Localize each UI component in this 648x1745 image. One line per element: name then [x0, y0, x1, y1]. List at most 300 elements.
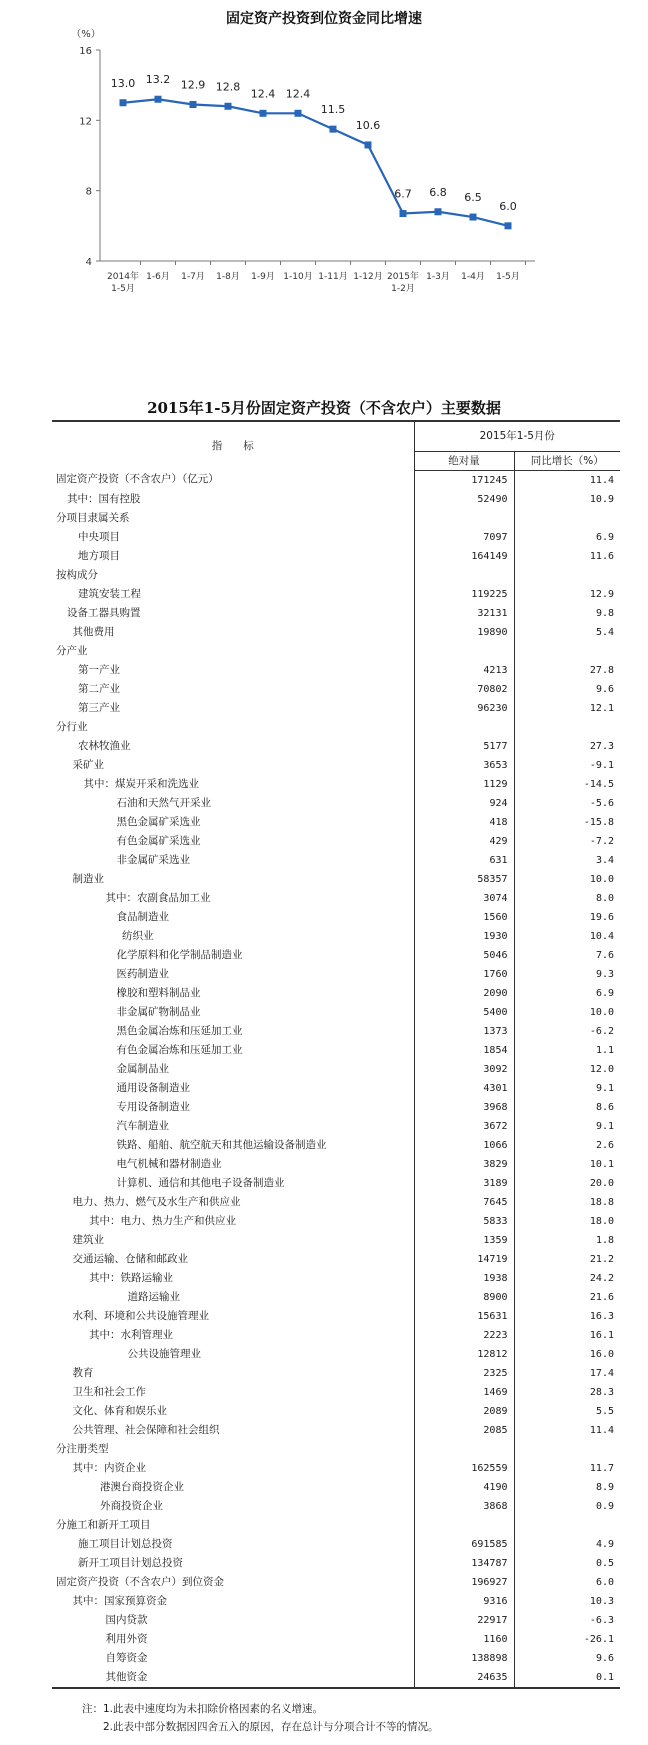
- data-point: [120, 99, 127, 106]
- row-label: 有色金属冶炼和压延加工业: [116, 1043, 243, 1056]
- x-tick-label: 1-4月: [461, 272, 485, 282]
- row-growth: 12.9: [514, 585, 620, 604]
- table-title: 2015年1-5月份固定资产投资（不含农户）主要数据: [147, 399, 501, 417]
- table-row: [52, 1326, 620, 1345]
- data-label: 6.0: [499, 199, 517, 213]
- row-label: 采矿业: [72, 758, 104, 771]
- row-growth: 27.8: [514, 661, 620, 680]
- row-growth: 9.1: [514, 1117, 620, 1136]
- y-tick-label: 8: [85, 186, 92, 198]
- row-growth: 10.1: [514, 1155, 620, 1174]
- table-row: [52, 604, 620, 623]
- table-row: [52, 1003, 620, 1022]
- row-label: 电力、热力、燃气及水生产和供应业: [72, 1195, 241, 1208]
- row-growth: -26.1: [514, 1630, 620, 1649]
- row-label: 其他资金: [52, 1668, 414, 1688]
- row-label: 食品制造业: [116, 910, 169, 923]
- row-absolute: [414, 718, 514, 737]
- x-tick-label: 1-10月: [283, 272, 313, 282]
- table-row: [52, 1250, 620, 1269]
- chart-title: 固定资产投资到位资金同比增速: [226, 11, 422, 27]
- table-row: [52, 490, 620, 509]
- row-growth: 0.5: [514, 1554, 620, 1573]
- table-row: [52, 775, 620, 794]
- row-label: 纺织业: [122, 929, 154, 942]
- table-row: [52, 1611, 620, 1630]
- table-row: [52, 1193, 620, 1212]
- row-label: 汽车制造业: [116, 1119, 169, 1132]
- data-point: [295, 110, 302, 117]
- table-row: [52, 699, 620, 718]
- data-point: [155, 96, 162, 103]
- table-row: [52, 965, 620, 984]
- table-row: [52, 566, 620, 585]
- row-growth: -15.8: [514, 813, 620, 832]
- row-growth: 20.0: [514, 1174, 620, 1193]
- y-tick-label: 12: [79, 116, 92, 128]
- row-growth: [514, 1440, 620, 1459]
- row-label: 石油和天然气开采业: [116, 796, 211, 809]
- table-row: [52, 1402, 620, 1421]
- row-absolute: 429: [414, 832, 514, 851]
- table-row: [52, 547, 620, 566]
- data-point: [190, 101, 197, 108]
- row-label: 建筑业: [72, 1233, 104, 1246]
- header-period: 2015年1-5月份: [414, 421, 620, 451]
- row-label: 港澳台商投资企业: [100, 1480, 184, 1493]
- row-label: 制造业: [72, 872, 104, 885]
- table-row: [52, 1136, 620, 1155]
- x-tick-label: 1-8月: [216, 272, 240, 282]
- table-row: [52, 1269, 620, 1288]
- row-label: 公共管理、社会保障和社会组织: [72, 1423, 220, 1436]
- table-row: [52, 1497, 620, 1516]
- table-row: [52, 1174, 620, 1193]
- row-absolute: 631: [414, 851, 514, 870]
- table-row: [52, 1060, 620, 1079]
- row-growth: 11.7: [514, 1459, 620, 1478]
- table-row: [52, 756, 620, 775]
- row-label: 公共设施管理业: [127, 1347, 201, 1360]
- row-absolute: 5400: [414, 1003, 514, 1022]
- row-growth: 16.0: [514, 1345, 620, 1364]
- table-row: [52, 1288, 620, 1307]
- row-growth: 9.6: [514, 1649, 620, 1668]
- row-growth: -7.2: [514, 832, 620, 851]
- row-label: 分项目隶属关系: [56, 511, 130, 524]
- row-absolute: 1560: [414, 908, 514, 927]
- row-label: 中央项目: [78, 530, 120, 543]
- table-row: [52, 1535, 620, 1554]
- row-growth: [514, 642, 620, 661]
- row-absolute: 12812: [414, 1345, 514, 1364]
- row-label: 交通运输、仓储和邮政业: [72, 1252, 188, 1265]
- table-row: [52, 1383, 620, 1402]
- data-label: 6.5: [464, 191, 482, 205]
- row-absolute: 3672: [414, 1117, 514, 1136]
- row-absolute: [414, 642, 514, 661]
- data-point: [330, 126, 337, 133]
- table-row: [52, 1212, 620, 1231]
- table-row: [52, 470, 620, 490]
- data-label: 10.6: [355, 118, 381, 132]
- table-row: [52, 661, 620, 680]
- series-line: [123, 99, 508, 226]
- x-tick-label: 2014年: [107, 272, 139, 282]
- row-absolute: 1469: [414, 1383, 514, 1402]
- table-row: [52, 1117, 620, 1136]
- row-growth: 4.9: [514, 1535, 620, 1554]
- data-point: [505, 222, 512, 229]
- row-absolute: 5046: [414, 946, 514, 965]
- table-row: [52, 1022, 620, 1041]
- data-table: [52, 420, 620, 1689]
- row-growth: 8.9: [514, 1478, 620, 1497]
- row-absolute: 2090: [414, 984, 514, 1003]
- x-tick-label: 1-3月: [426, 272, 450, 282]
- row-label: 自筹资金: [105, 1651, 148, 1664]
- row-label: 建筑安装工程: [78, 587, 141, 600]
- row-absolute: 1854: [414, 1041, 514, 1060]
- table-row: [52, 1478, 620, 1497]
- data-label: 12.9: [180, 78, 206, 92]
- data-point: [260, 110, 267, 117]
- row-absolute: 2223: [414, 1326, 514, 1345]
- row-absolute: 4301: [414, 1079, 514, 1098]
- x-tick-label: 1-2月: [391, 284, 415, 294]
- row-absolute: 5833: [414, 1212, 514, 1231]
- table-row: [52, 1668, 620, 1688]
- table-row: [52, 908, 620, 927]
- row-label: 电气机械和器材制造业: [116, 1157, 222, 1170]
- row-growth: -5.6: [514, 794, 620, 813]
- line-chart: [0, 0, 648, 340]
- row-growth: [514, 509, 620, 528]
- table-row: [52, 718, 620, 737]
- row-label: 其中：国有控股: [67, 492, 141, 505]
- row-label: 化学原料和化学制品制造业: [116, 948, 243, 961]
- row-growth: 5.4: [514, 623, 620, 642]
- row-label: 其中：农副食品加工业: [105, 891, 211, 904]
- table-row: [52, 1459, 620, 1478]
- table-row: [52, 528, 620, 547]
- row-absolute: 7097: [414, 528, 514, 547]
- table-row: [52, 1307, 620, 1326]
- chart-canvas: [0, 0, 648, 340]
- row-absolute: 3968: [414, 1098, 514, 1117]
- y-tick-label: 4: [85, 257, 92, 268]
- row-absolute: 2089: [414, 1402, 514, 1421]
- row-absolute: 1373: [414, 1022, 514, 1041]
- row-absolute: 1760: [414, 965, 514, 984]
- row-label: 分行业: [56, 720, 88, 733]
- row-growth: 16.3: [514, 1307, 620, 1326]
- row-absolute: 196927: [414, 1573, 514, 1592]
- table-row: [52, 1516, 620, 1535]
- row-label: 医药制造业: [116, 967, 169, 980]
- table-row: [52, 680, 620, 699]
- row-label: 其中：煤炭开采和洗选业: [83, 777, 199, 790]
- row-growth: 1.1: [514, 1041, 620, 1060]
- table-body: [52, 470, 620, 1688]
- header-growth: 同比增长（%）: [514, 451, 620, 470]
- row-label: 其中：电力、热力生产和供应业: [89, 1214, 236, 1227]
- row-label: 利用外资: [105, 1632, 148, 1645]
- x-tick-label: 1-7月: [181, 272, 205, 282]
- row-absolute: 3829: [414, 1155, 514, 1174]
- x-tick-label: 1-11月: [318, 272, 348, 282]
- table-notes: [82, 1700, 439, 1736]
- table-row: [52, 642, 620, 661]
- row-absolute: 8900: [414, 1288, 514, 1307]
- row-label: 固定资产投资（不含农户）（亿元）: [56, 473, 219, 486]
- x-tick-label: 1-5月: [496, 272, 520, 282]
- row-absolute: 24635: [414, 1668, 514, 1688]
- row-label: 国内贷款: [105, 1613, 148, 1626]
- note-2: 2.此表中部分数据因四舍五入的原因，存在总计与分项合计不等的情况。: [82, 1721, 439, 1733]
- x-tick-label: 2015年: [387, 272, 419, 282]
- table-row: [52, 1079, 620, 1098]
- row-label: 黑色金属冶炼和压延加工业: [116, 1024, 243, 1037]
- data-point: [225, 103, 232, 110]
- row-absolute: 4213: [414, 661, 514, 680]
- row-growth: 12.0: [514, 1060, 620, 1079]
- row-absolute: [414, 1440, 514, 1459]
- table-row: [52, 1554, 620, 1573]
- row-growth: -9.1: [514, 756, 620, 775]
- row-label: 非金属矿采选业: [116, 853, 190, 866]
- row-absolute: 1066: [414, 1136, 514, 1155]
- x-tick-label: 1-6月: [146, 272, 170, 282]
- row-absolute: 52490: [414, 490, 514, 509]
- row-absolute: 3868: [414, 1497, 514, 1516]
- row-growth: 19.6: [514, 908, 620, 927]
- table-row: [52, 813, 620, 832]
- row-absolute: 32131: [414, 604, 514, 623]
- row-growth: 12.1: [514, 699, 620, 718]
- table-row: [52, 794, 620, 813]
- row-label: 橡胶和塑料制品业: [116, 986, 201, 999]
- row-absolute: 3189: [414, 1174, 514, 1193]
- table-row: [52, 1592, 620, 1611]
- row-label: 黑色金属矿采选业: [116, 815, 201, 828]
- table-row: [52, 1098, 620, 1117]
- row-absolute: 138898: [414, 1649, 514, 1668]
- y-tick-label: 16: [79, 46, 92, 57]
- row-absolute: 14719: [414, 1250, 514, 1269]
- row-label: 其中：铁路运输业: [89, 1271, 173, 1284]
- row-growth: 2.6: [514, 1136, 620, 1155]
- table-row: [52, 1649, 620, 1668]
- row-label: 农林牧渔业: [78, 739, 131, 752]
- row-growth: 0.1: [514, 1668, 620, 1688]
- table-row: [52, 832, 620, 851]
- header-indicator: 指 标: [211, 439, 254, 452]
- table-row: [52, 737, 620, 756]
- row-absolute: 9316: [414, 1592, 514, 1611]
- row-growth: 10.0: [514, 1003, 620, 1022]
- row-label: 有色金属矿采选业: [116, 834, 201, 847]
- row-label: 第二产业: [78, 682, 120, 695]
- row-label: 施工项目计划总投资: [78, 1537, 173, 1550]
- row-growth: 17.4: [514, 1364, 620, 1383]
- row-growth: 18.0: [514, 1212, 620, 1231]
- data-label: 11.5: [320, 103, 346, 117]
- row-label: 地方项目: [78, 549, 120, 562]
- row-growth: 27.3: [514, 737, 620, 756]
- row-growth: 3.4: [514, 851, 620, 870]
- table-row: [52, 585, 620, 604]
- row-absolute: 418: [414, 813, 514, 832]
- row-absolute: 162559: [414, 1459, 514, 1478]
- row-absolute: 3092: [414, 1060, 514, 1079]
- row-growth: 24.2: [514, 1269, 620, 1288]
- row-growth: 9.8: [514, 604, 620, 623]
- row-growth: 18.8: [514, 1193, 620, 1212]
- row-growth: 21.6: [514, 1288, 620, 1307]
- table-row: [52, 509, 620, 528]
- row-growth: 11.4: [514, 1421, 620, 1440]
- row-absolute: 58357: [414, 870, 514, 889]
- row-absolute: 1938: [414, 1269, 514, 1288]
- row-growth: 9.1: [514, 1079, 620, 1098]
- row-growth: 16.1: [514, 1326, 620, 1345]
- row-growth: 9.3: [514, 965, 620, 984]
- row-absolute: 3074: [414, 889, 514, 908]
- row-label: 固定资产投资（不含农户）到位资金: [56, 1575, 224, 1588]
- x-tick-label: 1-9月: [251, 272, 275, 282]
- row-growth: 11.4: [514, 470, 620, 490]
- data-label: 6.8: [429, 185, 447, 199]
- data-label: 13.2: [145, 73, 171, 87]
- row-growth: 7.6: [514, 946, 620, 965]
- row-label: 道路运输业: [127, 1290, 180, 1303]
- data-label: 13.0: [110, 76, 136, 90]
- row-label: 卫生和社会工作: [72, 1385, 146, 1398]
- row-growth: 1.8: [514, 1231, 620, 1250]
- table-row: [52, 1573, 620, 1592]
- row-absolute: 70802: [414, 680, 514, 699]
- row-growth: 8.0: [514, 889, 620, 908]
- data-point: [435, 208, 442, 215]
- row-label: 文化、体育和娱乐业: [72, 1404, 167, 1417]
- row-label: 计算机、通信和其他电子设备制造业: [116, 1176, 285, 1189]
- data-label: 6.7: [394, 187, 412, 201]
- data-label: 12.4: [285, 87, 311, 101]
- data-label: 12.8: [215, 80, 241, 94]
- row-absolute: 96230: [414, 699, 514, 718]
- row-growth: 6.0: [514, 1573, 620, 1592]
- row-absolute: 4190: [414, 1478, 514, 1497]
- row-growth: 5.5: [514, 1402, 620, 1421]
- row-growth: 10.4: [514, 927, 620, 946]
- row-label: 专用设备制造业: [116, 1100, 190, 1113]
- row-growth: [514, 1516, 620, 1535]
- row-absolute: [414, 509, 514, 528]
- row-absolute: 1359: [414, 1231, 514, 1250]
- row-label: 其中：国家预算资金: [72, 1594, 167, 1607]
- row-label: 设备工器具购置: [67, 606, 141, 619]
- x-tick-label: 1-12月: [353, 272, 383, 282]
- table-row: [52, 1345, 620, 1364]
- row-label: 铁路、船舶、航空航天和其他运输设备制造业: [116, 1138, 327, 1151]
- row-label: 其他费用: [72, 625, 115, 638]
- row-label: 教育: [72, 1366, 94, 1379]
- row-label: 金属制品业: [116, 1062, 169, 1075]
- row-absolute: 15631: [414, 1307, 514, 1326]
- y-axis-unit: （%）: [71, 29, 101, 40]
- table-row: [52, 1364, 620, 1383]
- row-label: 其中：水利管理业: [89, 1328, 173, 1341]
- table-row: [52, 1155, 620, 1174]
- row-growth: 6.9: [514, 984, 620, 1003]
- data-point: [400, 210, 407, 217]
- row-label: 分施工和新开工项目: [56, 1518, 151, 1531]
- table-row: [52, 1421, 620, 1440]
- table-row: [52, 1041, 620, 1060]
- table-row: [52, 1440, 620, 1459]
- row-absolute: 134787: [414, 1554, 514, 1573]
- row-growth: 21.2: [514, 1250, 620, 1269]
- row-label: 第三产业: [78, 701, 120, 714]
- row-growth: 28.3: [514, 1383, 620, 1402]
- table-row: [52, 1231, 620, 1250]
- header-absolute: 绝对量: [414, 451, 514, 470]
- row-absolute: 171245: [414, 470, 514, 490]
- row-growth: 10.9: [514, 490, 620, 509]
- row-growth: 0.9: [514, 1497, 620, 1516]
- row-label: 新开工项目计划总投资: [78, 1556, 183, 1569]
- row-growth: 10.3: [514, 1592, 620, 1611]
- row-growth: -6.2: [514, 1022, 620, 1041]
- row-absolute: 1930: [414, 927, 514, 946]
- row-absolute: 119225: [414, 585, 514, 604]
- row-absolute: 164149: [414, 547, 514, 566]
- row-label: 水利、环境和公共设施管理业: [72, 1309, 209, 1322]
- row-growth: -14.5: [514, 775, 620, 794]
- row-label: 通用设备制造业: [116, 1081, 190, 1094]
- data-point: [365, 141, 372, 148]
- table-row: [52, 927, 620, 946]
- row-absolute: 1129: [414, 775, 514, 794]
- row-growth: 10.0: [514, 870, 620, 889]
- row-growth: [514, 718, 620, 737]
- row-label: 非金属矿物制品业: [116, 1005, 201, 1018]
- row-label: 按构成分: [56, 568, 98, 581]
- row-absolute: 3653: [414, 756, 514, 775]
- table-row: [52, 870, 620, 889]
- data-label: 12.4: [250, 87, 276, 101]
- table-row: [52, 889, 620, 908]
- x-tick-label: 1-5月: [111, 284, 135, 294]
- row-label: 分产业: [56, 644, 88, 657]
- row-absolute: 22917: [414, 1611, 514, 1630]
- row-absolute: [414, 566, 514, 585]
- row-growth: [514, 566, 620, 585]
- table-row: [52, 946, 620, 965]
- data-point: [470, 214, 477, 221]
- row-absolute: 19890: [414, 623, 514, 642]
- row-absolute: 7645: [414, 1193, 514, 1212]
- row-label: 第一产业: [78, 663, 120, 676]
- row-absolute: 924: [414, 794, 514, 813]
- row-growth: 8.6: [514, 1098, 620, 1117]
- note-1: 注：1.此表中速度均为未扣除价格因素的名义增速。: [82, 1703, 324, 1715]
- row-label: 外商投资企业: [100, 1499, 163, 1512]
- row-growth: 6.9: [514, 528, 620, 547]
- row-label: 分注册类型: [56, 1442, 109, 1455]
- table-row: [52, 623, 620, 642]
